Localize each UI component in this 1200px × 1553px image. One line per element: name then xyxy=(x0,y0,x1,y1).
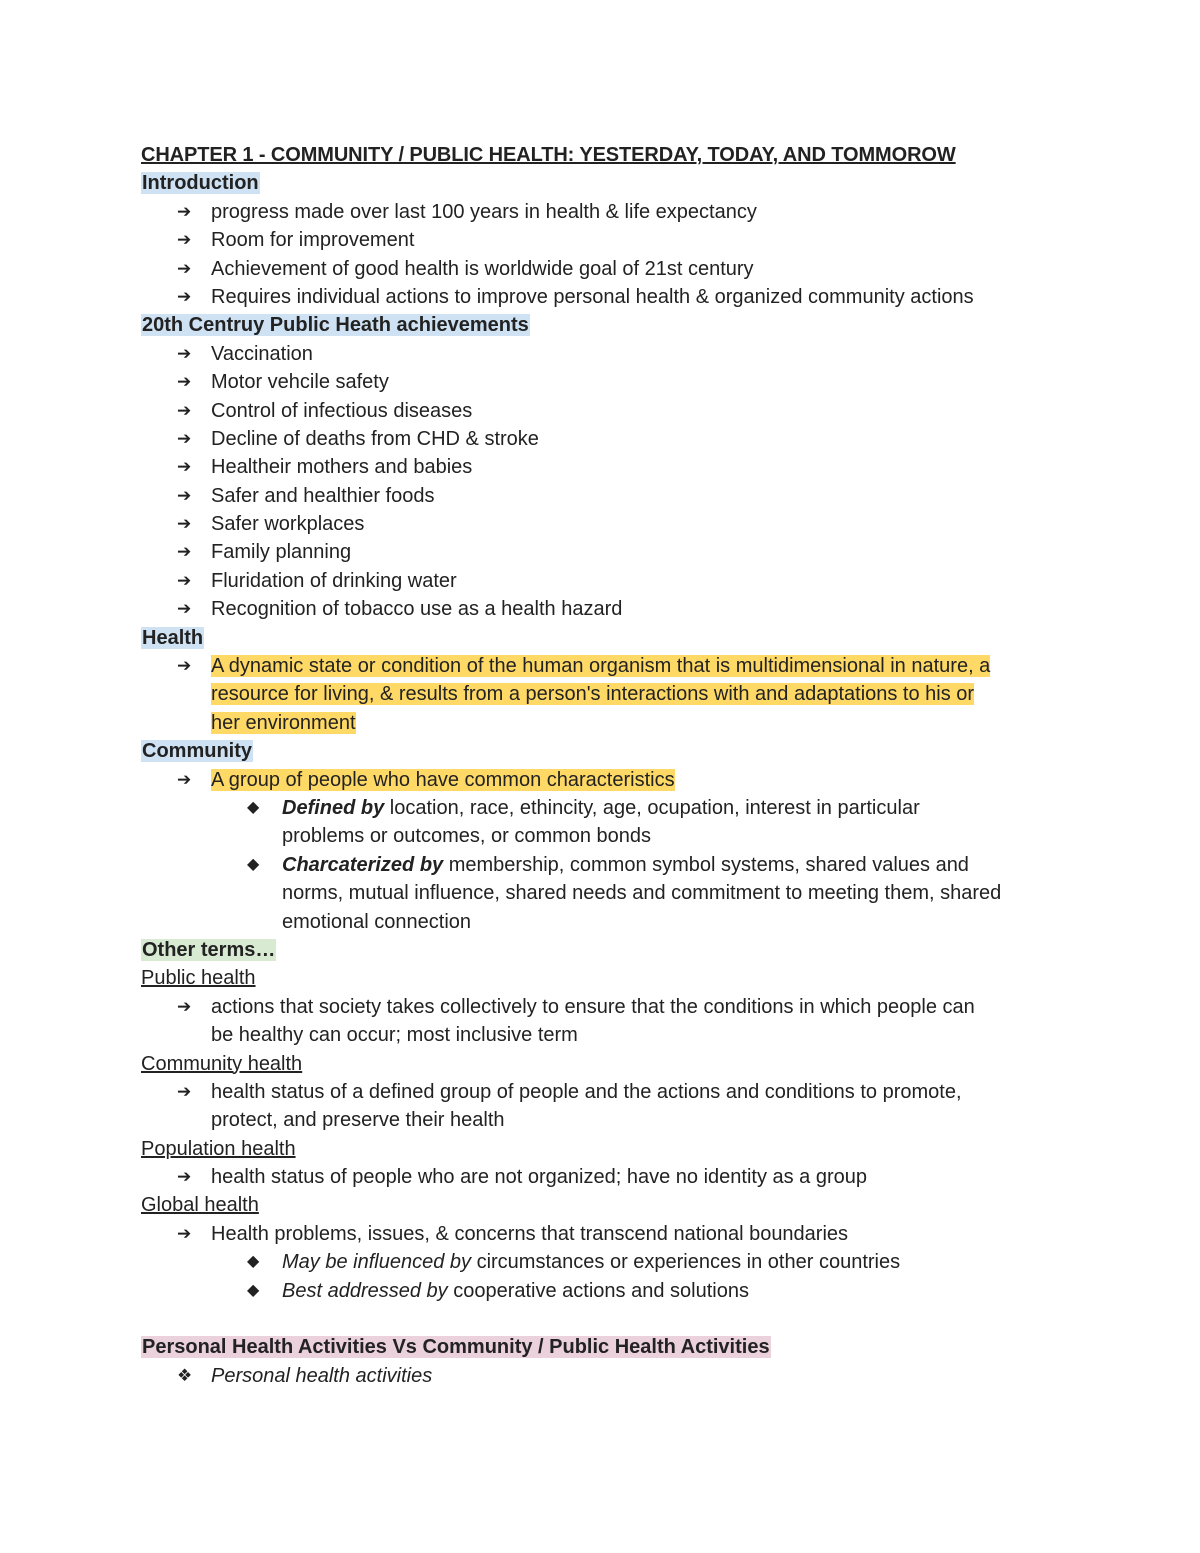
personal-vs-heading-line xyxy=(141,1333,1071,1361)
list-item-text: Room for improvement xyxy=(211,229,415,252)
list-item-text: Healtheir mothers and babies xyxy=(211,456,473,479)
list-item-text: Achievement of good health is worldwide goal of 21st century xyxy=(211,257,754,280)
arrow-icon: ➔ xyxy=(177,542,192,562)
community-definition-line xyxy=(141,766,1071,794)
list-item-text: Motor vehcile safety xyxy=(211,371,389,394)
list-item xyxy=(141,993,1071,1021)
list-item xyxy=(141,453,1071,481)
arrow-icon: ➔ xyxy=(177,1081,192,1101)
achievements-heading-line xyxy=(141,311,1071,339)
list-item-text: Decline of deaths from CHD & stroke xyxy=(211,427,539,450)
list-item xyxy=(141,368,1071,396)
other-terms-heading-line xyxy=(141,936,1071,964)
characterized-by-text: emotional connection xyxy=(282,910,472,933)
community-health-term: Community health xyxy=(141,1052,303,1075)
diamond-icon: ◆ xyxy=(247,855,260,873)
sub-list-item-cont xyxy=(141,822,1071,850)
fleuron-icon: ❖ xyxy=(177,1365,193,1385)
arrow-icon: ➔ xyxy=(177,201,192,221)
health-definition-text: A dynamic state or condition of the human organism that is multidimensional in nature, a xyxy=(211,655,991,678)
arrow-icon: ➔ xyxy=(177,514,192,534)
list-item xyxy=(141,1220,1071,1248)
list-item xyxy=(141,567,1071,595)
blank-line xyxy=(141,1305,1071,1333)
population-health-term: Population health xyxy=(141,1137,296,1160)
arrow-icon: ➔ xyxy=(177,1167,192,1187)
arrow-icon: ➔ xyxy=(177,230,192,250)
chapter-title-line xyxy=(141,141,1071,169)
list-item xyxy=(141,226,1071,254)
list-item-text: Requires individual actions to improve personal health & organized community actions xyxy=(211,285,974,308)
influenced-by-text: circumstances or experiences in other countries xyxy=(471,1251,901,1274)
arrow-icon: ➔ xyxy=(177,258,192,278)
arrow-icon: ➔ xyxy=(177,286,192,306)
term-line xyxy=(141,964,1071,992)
achievements-heading: 20th Centruy Public Heath achievements xyxy=(142,314,529,337)
arrow-icon: ➔ xyxy=(177,769,192,789)
term-line xyxy=(141,1135,1071,1163)
other-terms-heading: Other terms… xyxy=(142,938,276,961)
term-line xyxy=(141,1050,1071,1078)
influenced-by-label: May be influenced by xyxy=(282,1251,472,1274)
arrow-icon: ➔ xyxy=(177,400,192,420)
list-item-text: Safer and healthier foods xyxy=(211,484,435,507)
list-item-text: progress made over last 100 years in health & life expectancy xyxy=(211,200,757,223)
list-item xyxy=(141,425,1071,453)
arrow-icon: ➔ xyxy=(177,996,192,1016)
arrow-icon: ➔ xyxy=(177,428,192,448)
characterized-by-label: Charcaterized by xyxy=(282,853,444,876)
health-heading-line xyxy=(141,624,1071,652)
diamond-icon: ◆ xyxy=(247,1281,260,1299)
list-item xyxy=(141,340,1071,368)
list-item xyxy=(141,255,1071,283)
sub-list-item xyxy=(141,851,1071,879)
community-definition-text: A group of people who have common characteristics xyxy=(211,768,675,791)
intro-heading: Introduction xyxy=(142,172,259,195)
list-item-cont xyxy=(141,1021,1071,1049)
list-item xyxy=(141,1163,1071,1191)
list-item-text: Fluridation of drinking water xyxy=(211,569,457,592)
community-heading: Community xyxy=(142,740,252,763)
list-item-text: Control of infectious diseases xyxy=(211,399,473,422)
public-health-text: be healthy can occur; most inclusive term xyxy=(211,1024,578,1047)
health-definition-text: her environment xyxy=(211,711,356,734)
intro-heading-line xyxy=(141,169,1071,197)
term-line xyxy=(141,1191,1071,1219)
document-body xyxy=(141,141,1071,1390)
list-item-text: Recognition of tobacco use as a health hazard xyxy=(211,598,623,621)
population-health-text: health status of people who are not organized; have no identity as a group xyxy=(211,1166,868,1189)
arrow-icon: ➔ xyxy=(177,656,192,676)
sub-list-item xyxy=(141,794,1071,822)
sub-list-item-cont xyxy=(141,908,1071,936)
defined-by-label: Defined by xyxy=(282,796,385,819)
health-definition-line xyxy=(141,709,1071,737)
public-health-term: Public health xyxy=(141,967,256,990)
arrow-icon: ➔ xyxy=(177,570,192,590)
list-item xyxy=(141,1078,1071,1106)
arrow-icon: ➔ xyxy=(177,485,192,505)
sub-list-item xyxy=(141,1248,1071,1276)
list-item-cont xyxy=(141,1106,1071,1134)
list-item-text: Vaccination xyxy=(211,342,313,365)
personal-health-activities-text: Personal health activities xyxy=(211,1364,433,1387)
arrow-icon: ➔ xyxy=(177,1223,192,1243)
sub-list-item xyxy=(141,1277,1071,1305)
public-health-text: actions that society takes collectively to ensure that the conditions in which people can xyxy=(211,995,975,1018)
global-health-text: Health problems, issues, & concerns that transcend national boundaries xyxy=(211,1222,849,1245)
characterized-by-text: membership, common symbol systems, shared values and xyxy=(443,853,969,876)
personal-vs-heading: Personal Health Activities Vs Community / Public Health Activities xyxy=(142,1336,770,1359)
list-item xyxy=(141,482,1071,510)
community-heading-line xyxy=(141,737,1071,765)
arrow-icon: ➔ xyxy=(177,457,192,477)
list-item xyxy=(141,1362,1071,1390)
list-item xyxy=(141,595,1071,623)
health-definition-line xyxy=(141,652,1071,680)
arrow-icon: ➔ xyxy=(177,343,192,363)
health-heading: Health xyxy=(142,626,204,649)
defined-by-text: problems or outcomes, or common bonds xyxy=(282,825,652,848)
list-item-text: Family planning xyxy=(211,541,352,564)
list-item xyxy=(141,198,1071,226)
arrow-icon: ➔ xyxy=(177,599,192,619)
diamond-icon: ◆ xyxy=(247,1253,260,1271)
community-health-text: health status of a defined group of people and the actions and conditions to promote, xyxy=(211,1080,962,1103)
global-health-term: Global health xyxy=(141,1194,259,1217)
addressed-by-text: cooperative actions and solutions xyxy=(447,1279,749,1302)
chapter-title: CHAPTER 1 - COMMUNITY / PUBLIC HEALTH: YESTERDAY, TODAY, AND TOMMOROW xyxy=(141,144,956,166)
list-item-text: Safer workplaces xyxy=(211,513,365,536)
defined-by-text: location, race, ethincity, age, ocupation, interest in particular xyxy=(384,796,920,819)
health-definition-text: resource for living, & results from a person's interactions with and adaptations to his or xyxy=(211,683,975,706)
list-item xyxy=(141,510,1071,538)
list-item xyxy=(141,538,1071,566)
addressed-by-label: Best addressed by xyxy=(282,1279,448,1302)
diamond-icon: ◆ xyxy=(247,798,260,816)
community-health-text: protect, and preserve their health xyxy=(211,1109,505,1132)
arrow-icon: ➔ xyxy=(177,372,192,392)
sub-list-item-cont xyxy=(141,879,1071,907)
list-item xyxy=(141,283,1071,311)
list-item xyxy=(141,397,1071,425)
health-definition-line xyxy=(141,680,1071,708)
characterized-by-text: norms, mutual influence, shared needs and commitment to meeting them, shared xyxy=(282,882,1002,905)
